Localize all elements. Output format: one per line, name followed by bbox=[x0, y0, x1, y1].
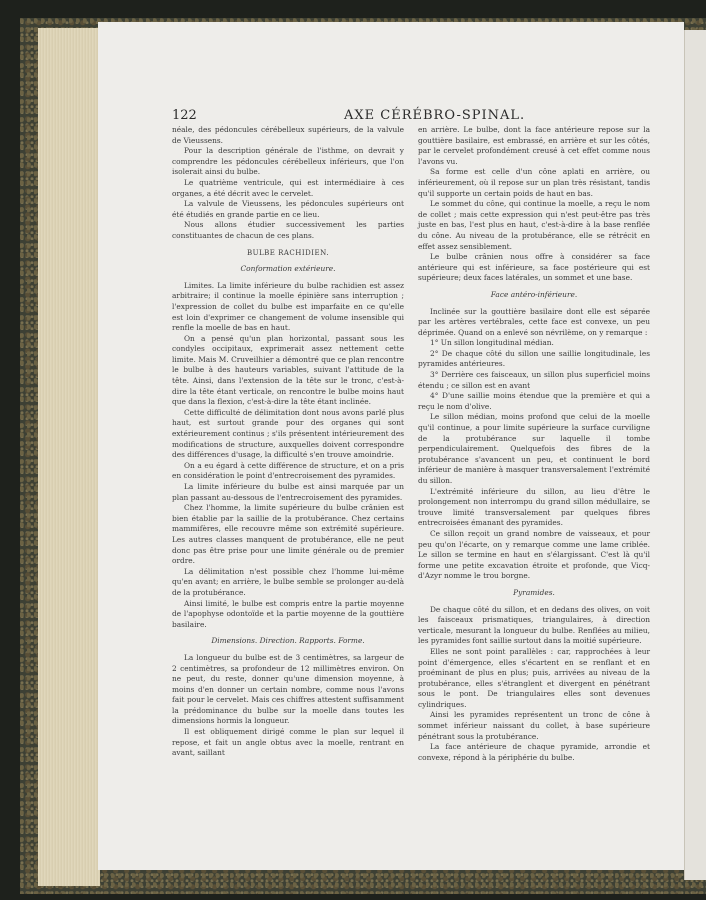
paragraph: La limite inférieure du bulbe est ainsi marquée par un plan passant au-dessous de l'entrecroisement des pyramides. bbox=[172, 482, 404, 502]
paragraph: 3° Derrière ces faisceaux, un sillon plus superficiel moins étendu ; ce sillon est en avant bbox=[418, 370, 650, 390]
paragraph: en arrière. Le bulbe, dont la face antérieure repose sur la gouttière basilaire, est embrassé, en arrière et sur les côtés, par le cervelet profondément creusé à cet effet comme nous l'avons vu. bbox=[418, 125, 650, 166]
paragraph: Limites. La limite inférieure du bulbe rachidien est assez arbitraire; il continue la moelle épinière sans interruption ; l'expression de collet du bulbe est imparfaite en ce qu'elle est loin d'exprimer ce changement de volume insensible qui renfle la moelle de bas en haut. bbox=[172, 280, 404, 333]
paragraph: Pour la description générale de l'isthme, on devrait y comprendre les pédoncules cérébelleux inférieurs, que l'on isolerait ainsi du bulbe. bbox=[172, 146, 404, 177]
section-heading: BULBE RACHIDIEN. bbox=[246, 248, 330, 257]
paragraph: La face antérieure de chaque pyramide, arrondie et convexe, répond à la périphérie du bulbe. bbox=[418, 742, 650, 762]
section-heading: Face antéro-inférieure. bbox=[490, 289, 578, 299]
page-edges bbox=[38, 28, 100, 886]
paragraph: 4° D'une saillie moins étendue que la première et qui a reçu le nom d'olive. bbox=[418, 391, 650, 411]
paragraph: Cette difficulté de délimitation dont nous avons parlé plus haut, est surtout grande pour des organes qui sont extérieurement continus ; s'ils présentent intérieurement des modifications de structure, auxquelles doivent correspondre des différences d'usage, la difficulté s'en trouve amoindrie. bbox=[172, 407, 404, 460]
paragraph: Ce sillon reçoit un grand nombre de vaisseaux, et pour peu qu'on l'écarte, on y remarque comme une lame criblée. Le sillon se termine en haut en s'élargissant. C'est là qu'il forme une petite excavation étroite et profonde, que Vicq-d'Azyr nomme le trou borgne. bbox=[418, 528, 650, 581]
paragraph: On a pensé qu'un plan horizontal, passant sous les condyles occipitaux, exprimerait assez nettement cette limite. Mais M. Cruveilhier a démontré que ce plan rencontre le bulbe à des hauteurs variables, suivant l'attitude de la tête. Ainsi, dans l'extension de la tête sur le tronc, c'est-à-dire la tête étant verticale, on rencontre le bulbe moins haut que dans la flexion, c'est-à-dire la tête étant inclinée. bbox=[172, 333, 404, 407]
paragraph: Le sillon médian, moins profond que celui de la moelle qu'il continue, a pour limite supérieure la surface curviligne de la protubérance sur laquelle il tombe perpendiculairement. Quelquefois des fibres de la protubérance s'avancent un peu, et continuent le bord inférieur de manière à masquer transversalement l'extrémité du sillon. bbox=[418, 412, 650, 485]
paragraph: Le bulbe crânien nous offre à considérer sa face antérieure qui est inférieure, sa face postérieure qui est supérieure; deux faces latérales, un sommet et une base. bbox=[418, 252, 650, 283]
paragraph: 1° Un sillon longitudinal médian. bbox=[430, 338, 554, 348]
paragraph: De chaque côté du sillon, et en dedans des olives, on voit les faisceaux prismatiques, triangulaires, à direction verticale, mesurant la longueur du bulbe. Renflées au milieu, les pyramides font saillie surtout dans la moitié supérieure. bbox=[418, 604, 650, 646]
page-number: 122 bbox=[172, 108, 197, 123]
right-text-column bbox=[418, 125, 650, 763]
paragraph: Ainsi limité, le bulbe est compris entre la partie moyenne de l'apophyse odontoïde et la partie moyenne de la gouttière basilaire. bbox=[172, 598, 404, 629]
paragraph: La valvule de Vieussens, les pédoncules supérieurs ont été étudiés en grande partie en ce lieu. bbox=[172, 199, 404, 219]
facing-page-edge bbox=[684, 30, 706, 880]
section-heading: Dimensions. Direction. Rapports. Forme. bbox=[211, 636, 365, 646]
paragraph: Chez l'homme, la limite supérieure du bulbe crânien est bien établie par la saillie de la protubérance. Chez certains mammifères, elle recouvre même son extrémité supérieure. Les autres classes manquent de protubérance, elle ne peut donc pas être prise pour une limite générale ou de premier ordre. bbox=[172, 503, 404, 566]
section-heading: Conformation extérieure. bbox=[240, 264, 336, 274]
paragraph: Le sommet du cône, qui continue la moelle, a reçu le nom de collet ; mais cette expression qui n'est peut-être pas très juste en bas, l'est plus en haut, c'est-à-dire à la base renflée du cône. Au niveau de la protubérance, elle se rétrécit en effet assez sensiblement. bbox=[418, 199, 650, 251]
paragraph: Elles ne sont point parallèles : car, rapprochées à leur point d'émergence, elles s'écartent en se renflant et en proéminant de plus en plus; puis, arrivées au niveau de la protubérance, elles s'étranglent et divergent en pénétrant sous le pont. De triangulaires elles sont devenues cylindriques. bbox=[418, 646, 650, 709]
paragraph: Inclinée sur la gouttière basilaire dont elle est séparée par les artères vertébrales, cette face est convexe, un peu déprimée. Quand on a enlevé son névrilème, on y remarque : bbox=[418, 306, 650, 337]
paragraph: Le quatrième ventricule, qui est intermédiaire à ces organes, a été décrit avec le cervelet. bbox=[172, 177, 404, 198]
paragraph: La longueur du bulbe est de 3 centimètres, sa largeur de 2 centimètres, sa profondeur de 12 millimètres environ. On ne peut, du reste, donner qu'une dimension moyenne, à moins d'en donner un certain nombre, comme nous l'avons fait pour le cervelet. Mais ces chiffres attestent suffisamment la prédominance du bulbe sur la moelle dans toutes les dimensions hormis la longueur. bbox=[172, 652, 404, 726]
paragraph: L'extrémité inférieure du sillon, au lieu d'être le prolongement non interrompu du grand sillon médullaire, se trouve limité transversalement par quelques fibres entrecroisées émanant des pyramides. bbox=[418, 486, 650, 528]
section-heading: Pyramides. bbox=[513, 587, 555, 597]
paragraph: Ainsi les pyramides représentent un tronc de cône à sommet inférieur naissant du collet, à base supérieure pénétrant sous la protubérance. bbox=[418, 710, 650, 741]
running-title: AXE CÉRÉBRO-SPINAL. bbox=[344, 108, 526, 123]
paragraph: Sa forme est celle d'un cône aplati en arrière, ou inférieurement, où il repose sur un plan très résistant, tandis qu'il supporte un certain poids de haut en bas. bbox=[418, 167, 650, 198]
paragraph: Nous allons étudier successivement les parties constituantes de chacun de ces plans. bbox=[172, 220, 404, 240]
paragraph: néale, des pédoncules cérébelleux supérieurs, de la valvule de Vieussens. bbox=[172, 125, 404, 145]
paragraph: 2° De chaque côté du sillon une saillie longitudinale, les pyramides antérieures. bbox=[418, 348, 650, 369]
paragraph: Il est obliquement dirigé comme le plan sur lequel il repose, et fait un angle obtus avec la moelle, rentrant en avant, saillant bbox=[172, 727, 404, 758]
paragraph: La délimitation n'est possible chez l'homme lui-même qu'en avant; en arrière, le bulbe semble se prolonger au-delà de la protubérance. bbox=[172, 566, 404, 597]
running-header bbox=[172, 108, 526, 124]
paragraph: On a eu égard à cette différence de structure, et on a pris en considération le point d'entrecroisement des pyramides. bbox=[172, 460, 404, 481]
left-text-column bbox=[172, 125, 404, 759]
